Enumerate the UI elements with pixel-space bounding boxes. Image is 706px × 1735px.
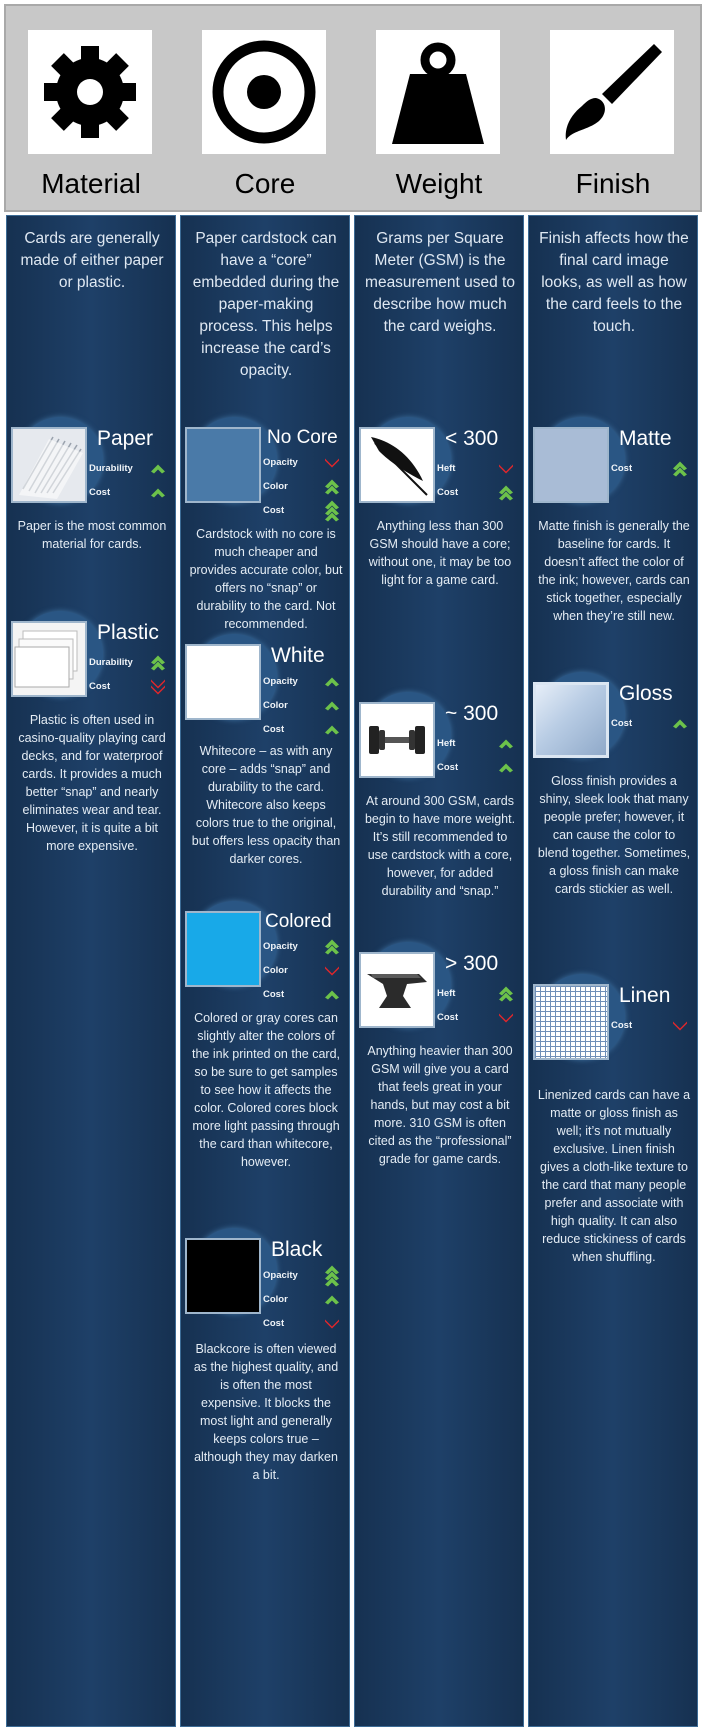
chevron-down-icon <box>325 459 339 468</box>
chevron-up-icon <box>499 764 513 773</box>
stats-list <box>263 935 345 1007</box>
stat-row <box>437 732 519 756</box>
stat-row <box>263 451 345 475</box>
stat-row <box>437 982 519 1006</box>
column-header <box>4 8 178 208</box>
rating-indicator <box>323 959 341 983</box>
stat-label: Opacity <box>263 941 298 952</box>
rating-indicator <box>671 457 689 481</box>
stat-row <box>263 1312 345 1336</box>
item-description: Whitecore – as with any core – adds “snap” and durability to the card. Whitecore also keeps colors true to the original, but offers less opacity than darker cores. <box>191 744 341 866</box>
stats-list <box>89 651 171 699</box>
matte-swatch <box>533 427 609 503</box>
item-name: Paper <box>97 427 154 450</box>
weight-icon <box>376 30 500 154</box>
item-description: Plastic is often used in casino-quality playing card decks, and for waterproof cards. It provides a much better “snap” and nearly eliminates wear and tear. However, it is quite a bit more expensive. <box>18 713 166 853</box>
stat-label: Opacity <box>263 1270 298 1281</box>
stat-label: Color <box>263 1294 288 1305</box>
stats-list <box>263 670 345 742</box>
stat-row <box>263 959 345 983</box>
stats-list <box>437 457 519 505</box>
rating-indicator <box>323 1312 341 1336</box>
item-description: At around 300 GSM, cards begin to have more weight. It’s still recommended to use cardstock with a core, however, for added durability and “snap.” <box>364 794 516 898</box>
stats-list <box>263 451 345 523</box>
column-header <box>178 8 352 208</box>
chevron-up-icon <box>325 726 339 735</box>
rating-indicator <box>149 457 167 481</box>
stats-list <box>89 457 171 505</box>
plastic-cards-image <box>11 621 87 697</box>
item-description: Blackcore is often viewed as the highest quality, and is often the most expensive. It blocks the most light and generally keeps colors true – although they may darken a bit. <box>193 1342 339 1482</box>
chevron-down-icon <box>325 1320 339 1329</box>
item-name: > 300 <box>445 952 499 975</box>
stat-label: Heft <box>437 738 456 749</box>
stat-label: Opacity <box>263 676 298 687</box>
item-name: Black <box>271 1238 323 1261</box>
stat-label: Cost <box>263 1318 285 1329</box>
stat-row <box>89 457 171 481</box>
chevron-up-icon <box>325 678 339 687</box>
stat-label: Color <box>263 700 288 711</box>
stat-label: Color <box>263 481 288 492</box>
stats-list <box>263 1264 345 1336</box>
paper-stack-image <box>11 427 87 503</box>
stat-row <box>89 481 171 505</box>
stat-row <box>263 694 345 718</box>
gloss-swatch <box>533 682 609 758</box>
stats-list <box>611 1014 693 1038</box>
rating-indicator <box>671 1014 689 1038</box>
item-description: Gloss finish provides a shiny, sleek look that many people prefer; however, it can cause the color to blend together. Sometimes, a gloss finish can make cards stickier as well. <box>537 774 691 896</box>
column-title: Material <box>41 168 141 199</box>
item-description: Linenized cards can have a matte or gloss finish as well; it’s not mutually exclusive. Linen finish gives a cloth-like texture to the card that many people prefer and associate with high quality. It can also reduce stickiness of cards when shuffling. <box>537 1088 691 1264</box>
stats-list <box>611 712 693 736</box>
column-intro: Paper cardstock can have a “core” embedded during the paper-making process. This helps increase the card’s opacity. <box>192 230 340 379</box>
gear-icon <box>28 30 152 154</box>
stat-label: Cost <box>263 989 285 1000</box>
stats-list <box>437 732 519 780</box>
column-title: Weight <box>395 168 483 199</box>
chevron-down-icon <box>499 465 513 474</box>
chevron-up-icon <box>151 465 165 474</box>
colored-core-swatch <box>185 911 261 987</box>
column-header <box>352 8 526 208</box>
stat-row <box>263 499 345 523</box>
stat-label: Cost <box>437 487 459 498</box>
column-material <box>4 0 178 1735</box>
rating-indicator <box>497 1006 515 1030</box>
stats-list <box>611 457 693 481</box>
column-panel <box>528 215 698 1727</box>
item-name: < 300 <box>445 427 499 450</box>
rating-indicator <box>323 1264 341 1288</box>
stat-label: Cost <box>437 1012 459 1023</box>
item-name: ~ 300 <box>445 702 499 725</box>
item-description: Anything heavier than 300 GSM will give you a card that feels great in your hands, but may cost a bit more. 310 GSM is often cited as the “professional” grade for game cards. <box>367 1044 513 1166</box>
rating-indicator <box>323 718 341 742</box>
rating-indicator <box>149 651 167 675</box>
item-name: Plastic <box>97 621 159 644</box>
item-name: Colored <box>265 911 332 932</box>
no-core-swatch <box>185 427 261 503</box>
stat-label: Cost <box>611 718 633 729</box>
column-finish <box>526 0 700 1735</box>
rating-indicator <box>149 481 167 505</box>
stat-label: Color <box>263 965 288 976</box>
stat-row <box>263 1288 345 1312</box>
rating-indicator <box>497 756 515 780</box>
item-description: Matte finish is generally the baseline for cards. It doesn’t affect the color of the ink; however, cards can stick together, especially when they’re still new. <box>538 519 690 623</box>
item-description: Colored or gray cores can slightly alter the colors of the ink printed on the card, so be sure to get samples to see how it affects the color. Colored cores block more light passing through the card than whitecore, however. <box>191 1011 340 1169</box>
chevron-down-icon <box>499 1014 513 1023</box>
chevron-up-icon <box>151 489 165 498</box>
item-name: Matte <box>619 427 672 450</box>
dumbbell-image <box>359 702 435 778</box>
stat-row <box>437 481 519 505</box>
black-core-swatch <box>185 1238 261 1314</box>
chevron-down-icon <box>673 1022 687 1031</box>
stat-row <box>611 712 693 736</box>
paintbrush-icon <box>550 30 674 154</box>
rating-indicator <box>323 694 341 718</box>
white-core-swatch <box>185 644 261 720</box>
column-core <box>178 0 352 1735</box>
item-name: No Core <box>267 427 338 448</box>
rating-indicator <box>323 475 341 499</box>
column-intro: Finish affects how the final card image looks, as well as how the card feels to the touch. <box>539 230 689 335</box>
column-panel <box>180 215 350 1727</box>
column-title: Finish <box>575 168 651 199</box>
rating-indicator <box>323 451 341 475</box>
stat-label: Cost <box>89 487 111 498</box>
item-name: White <box>271 644 325 667</box>
column-header <box>526 8 700 208</box>
stat-row <box>263 670 345 694</box>
chevron-up-icon <box>325 1296 339 1305</box>
stat-row <box>89 651 171 675</box>
column-intro: Grams per Square Meter (GSM) is the measurement used to describe how much the card weighs. <box>365 230 515 335</box>
feather-image <box>359 427 435 503</box>
stat-row <box>89 675 171 699</box>
stat-label: Cost <box>611 1020 633 1031</box>
linen-swatch <box>533 984 609 1060</box>
rating-indicator <box>323 1288 341 1312</box>
stat-label: Cost <box>263 505 285 516</box>
item-name: Linen <box>619 984 671 1007</box>
column-weight <box>352 0 526 1735</box>
rating-indicator <box>497 732 515 756</box>
stat-label: Heft <box>437 988 456 999</box>
anvil-image <box>359 952 435 1028</box>
stat-label: Cost <box>263 724 285 735</box>
stat-row <box>263 718 345 742</box>
rating-indicator <box>671 712 689 736</box>
item-description: Paper is the most common material for cards. <box>17 519 167 551</box>
stat-label: Durability <box>89 657 133 668</box>
rating-indicator <box>323 670 341 694</box>
target-icon <box>202 30 326 154</box>
stat-label: Opacity <box>263 457 298 468</box>
stat-row <box>437 1006 519 1030</box>
stat-row <box>263 935 345 959</box>
chevron-down-icon <box>151 680 165 689</box>
chevron-up-icon <box>673 720 687 729</box>
stat-label: Durability <box>89 463 133 474</box>
column-panel <box>6 215 176 1727</box>
stats-list <box>437 982 519 1030</box>
stat-row <box>611 457 693 481</box>
chevron-up-icon <box>325 991 339 1000</box>
stat-row <box>263 1264 345 1288</box>
stat-row <box>437 457 519 481</box>
stat-row <box>263 475 345 499</box>
column-intro: Cards are generally made of either paper or plastic. <box>20 230 164 291</box>
rating-indicator <box>497 457 515 481</box>
item-name: Gloss <box>619 682 673 705</box>
stat-label: Cost <box>611 463 633 474</box>
rating-indicator <box>497 481 515 505</box>
stat-label: Heft <box>437 463 456 474</box>
chevron-up-icon <box>325 702 339 711</box>
rating-indicator <box>323 935 341 959</box>
rating-indicator <box>149 675 167 699</box>
stat-row <box>263 983 345 1007</box>
stat-label: Cost <box>89 681 111 692</box>
rating-indicator <box>497 982 515 1006</box>
item-description: Anything less than 300 GSM should have a core; without one, it may be too light for a game card. <box>368 519 512 587</box>
chevron-up-icon <box>499 740 513 749</box>
column-title: Core <box>234 168 296 199</box>
stat-row <box>611 1014 693 1038</box>
rating-indicator <box>323 983 341 1007</box>
chevron-down-icon <box>325 967 339 976</box>
stat-row <box>437 756 519 780</box>
column-panel <box>354 215 524 1727</box>
stat-label: Cost <box>437 762 459 773</box>
rating-indicator <box>323 499 341 523</box>
item-description: Cardstock with no core is much cheaper and provides accurate color, but offers no “snap” or durability to the card. Not recommended. <box>189 527 343 631</box>
